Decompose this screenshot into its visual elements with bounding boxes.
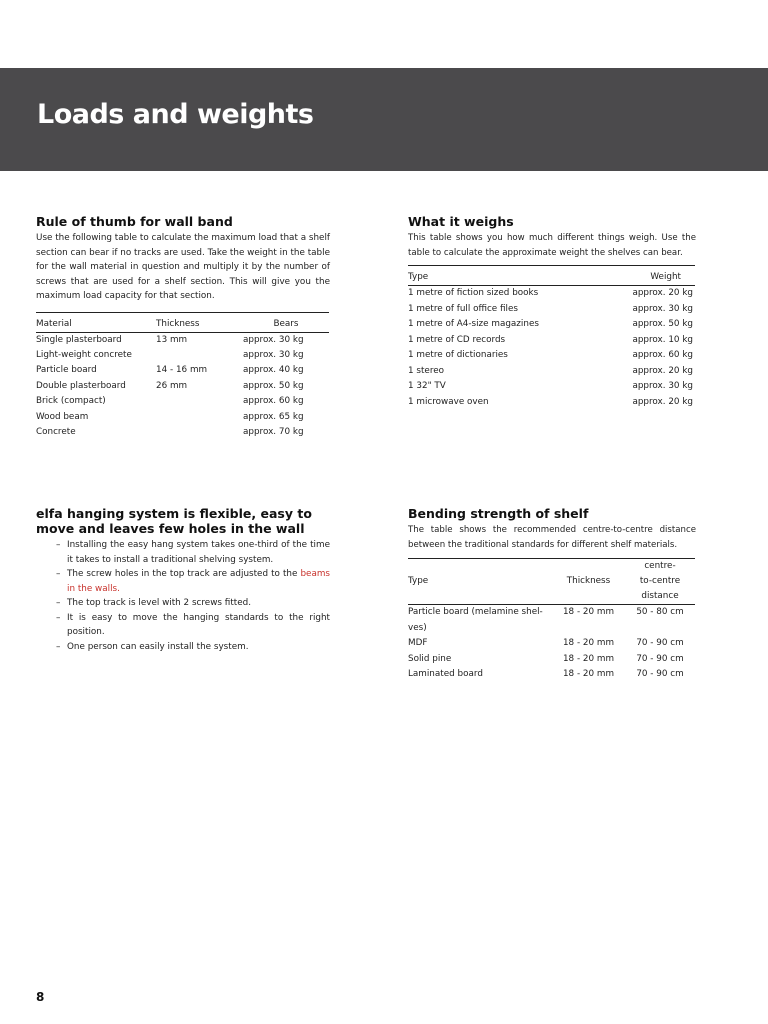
bears-cell: approx. 40 kg — [243, 365, 304, 376]
bears-cell: approx. 50 kg — [243, 380, 304, 391]
bending-strength-table — [408, 558, 695, 683]
table-row — [408, 652, 695, 668]
material-cell: Particle board — [36, 365, 97, 376]
table-row — [408, 605, 695, 637]
bending-strength-heading: Bending strength of shelf — [408, 506, 589, 521]
thickness-cell — [156, 348, 243, 363]
thickness-cell — [156, 410, 243, 425]
bullet-text: The screw holes in the top track are adjusted to the — [67, 569, 301, 579]
what-it-weighs-heading: What it weighs — [408, 214, 514, 229]
material-cell: Brick (compact) — [36, 396, 106, 407]
material-cell: Double plasterboard — [36, 380, 126, 391]
dash-bullet-icon: – — [56, 612, 61, 623]
column-header-weight: Weight — [602, 266, 695, 286]
table-row — [408, 317, 695, 333]
type-cell: 1 32" TV — [408, 381, 446, 391]
type-cell: 1 stereo — [408, 365, 445, 376]
header-line: distance — [641, 591, 679, 601]
weight-cell: approx. 30 kg — [632, 303, 693, 314]
wall-band-paragraph: Use the following table to calculate the maximum load that a shelf section can bear if no tracks are used. Take the weight in the table for the wall material in question and multiply it by the number of screws that are used for a shelf section. This will give you the maximum load capacity for that section. — [36, 233, 330, 301]
table-row — [36, 394, 329, 409]
bullet-text: The top track is level with 2 screws fitted. — [67, 598, 252, 608]
wall-band-table-body — [36, 332, 329, 440]
material-cell: Single plasterboard — [36, 334, 122, 345]
thickness-cell: 18 - 20 mm — [562, 607, 615, 617]
table-row — [36, 425, 329, 440]
distance-cell: 70 - 90 cm — [636, 669, 684, 679]
list-item — [36, 596, 330, 611]
table-row — [36, 332, 329, 348]
list-item — [36, 611, 330, 640]
wall-band-section — [36, 214, 330, 440]
type-cell: Solid pine — [408, 653, 452, 664]
table-header-row — [36, 312, 329, 332]
page-number: 8 — [36, 990, 45, 1004]
column-header-centre-to-centre-distance — [625, 559, 695, 605]
page-title: Loads and weights — [37, 99, 314, 130]
type-cell: 1 metre of dictionaries — [408, 350, 508, 360]
dash-bullet-icon: – — [56, 569, 61, 579]
weight-cell: approx. 60 kg — [632, 350, 693, 360]
table-row — [36, 410, 329, 425]
type-cell: 1 metre of CD records — [408, 334, 506, 345]
what-it-weighs-table-body — [408, 286, 695, 411]
thickness-cell: 18 - 20 mm — [562, 653, 615, 664]
list-item — [36, 538, 330, 567]
type-cell: MDF — [408, 638, 428, 648]
hanging-system-section — [36, 506, 330, 654]
material-cell: Concrete — [36, 426, 76, 437]
distance-cell: 70 - 90 cm — [636, 638, 684, 648]
table-row — [408, 667, 695, 683]
table-row — [36, 363, 329, 378]
bears-cell: approx. 65 kg — [243, 411, 304, 422]
bending-strength-paragraph: The table shows the recommended centre-to-centre distance between the traditional standards for different shelf materials. — [408, 525, 696, 550]
weight-cell: approx. 50 kg — [632, 319, 693, 329]
table-row — [408, 395, 695, 411]
hanging-system-heading: elfa hanging system is flexible, easy to move and leaves few holes in the wall — [36, 506, 312, 536]
column-header-type: Type — [408, 266, 602, 286]
table-header-row — [408, 559, 695, 605]
bears-cell: approx. 30 kg — [243, 349, 304, 360]
type-cell: 1 metre of full office files — [408, 303, 518, 314]
weight-cell: approx. 20 kg — [632, 365, 693, 376]
thickness-cell — [156, 394, 243, 409]
distance-cell: 70 - 90 cm — [636, 653, 684, 664]
bending-strength-table-body — [408, 605, 695, 683]
weight-cell: approx. 10 kg — [632, 334, 693, 345]
thickness-cell — [156, 425, 243, 440]
material-cell: Wood beam — [36, 411, 89, 422]
column-header-thickness: Thickness — [552, 559, 625, 605]
thickness-cell: 26 mm — [156, 380, 188, 391]
table-row — [36, 379, 329, 394]
what-it-weighs-table — [408, 265, 695, 410]
weight-cell: approx. 30 kg — [632, 381, 693, 391]
wall-band-table — [36, 312, 329, 441]
table-row — [408, 302, 695, 318]
table-row — [408, 379, 695, 395]
bears-cell: approx. 30 kg — [243, 334, 304, 345]
table-header-row — [408, 266, 695, 286]
type-cell: 1 metre of A4-size magazines — [408, 319, 539, 329]
what-it-weighs-section — [408, 214, 696, 410]
table-row — [36, 348, 329, 363]
highlighted-text: beams in the walls. — [67, 569, 330, 594]
table-row — [408, 348, 695, 364]
type-cell: Laminated board — [408, 669, 483, 679]
bears-cell: approx. 60 kg — [243, 396, 304, 407]
thickness-cell: 13 mm — [156, 334, 188, 345]
type-cell: 1 metre of fiction sized books — [408, 288, 539, 298]
type-cell: Particle board (melamine shel-ves) — [408, 607, 543, 633]
weight-cell: approx. 20 kg — [632, 288, 693, 298]
header-line: to-centre — [639, 576, 681, 586]
material-cell: Light-weight concrete — [36, 349, 132, 360]
column-header-type: Type — [408, 559, 552, 605]
table-row — [408, 364, 695, 380]
wall-band-heading: Rule of thumb for wall band — [36, 214, 233, 229]
weight-cell: approx. 20 kg — [632, 396, 693, 407]
bending-strength-section — [408, 506, 696, 683]
thickness-cell: 18 - 20 mm — [562, 638, 615, 648]
bullet-text: Installing the easy hang system takes one-third of the time it takes to install a traditional shelving system. — [67, 540, 330, 565]
table-row — [408, 636, 695, 652]
hanging-system-bullet-list — [36, 538, 330, 654]
list-item — [36, 567, 330, 596]
bullet-text: One person can easily install the system. — [67, 641, 249, 652]
dash-bullet-icon: – — [56, 641, 61, 652]
header-line: centre- — [644, 561, 676, 571]
table-row — [408, 286, 695, 302]
list-item — [36, 640, 330, 655]
dash-bullet-icon: – — [56, 540, 61, 550]
column-header-material: Material — [36, 312, 156, 332]
thickness-cell: 18 - 20 mm — [562, 669, 615, 679]
distance-cell: 50 - 80 cm — [636, 607, 684, 617]
bullet-text: It is easy to move the hanging standards to the right position. — [67, 612, 330, 637]
table-row — [408, 333, 695, 349]
what-it-weighs-paragraph: This table shows you how much different things weigh. Use the table to calculate the approximate weight the shelves can bear. — [408, 233, 696, 258]
column-header-thickness: Thickness — [156, 312, 243, 332]
type-cell: 1 microwave oven — [408, 396, 489, 407]
bears-cell: approx. 70 kg — [243, 426, 304, 437]
column-header-bears: Bears — [243, 312, 329, 332]
thickness-cell: 14 - 16 mm — [156, 365, 208, 376]
dash-bullet-icon: – — [56, 598, 61, 608]
